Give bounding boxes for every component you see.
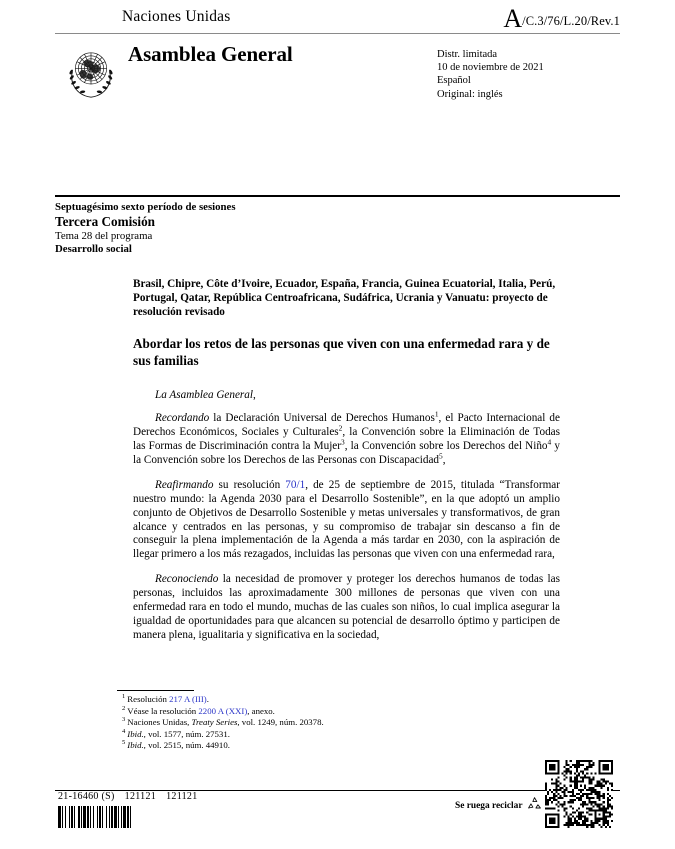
footnote-item: $^5$ Ibid., vol. 2515, núm. 44910. <box>122 739 230 751</box>
date-code-1: 121121 <box>124 791 157 802</box>
footnote-number: 3 <box>122 716 126 724</box>
distribution-original: Original: inglés <box>437 88 503 100</box>
preambular-paragraph-recordando: Recordando la Declaración Universal de Derechos Humanos$^1$, el Pacto Internacional de Derechos Económicos, Sociales y Culturales$^2$, la Convención sobre la Eliminación de Todas las Formas de Discriminación contra la Mujer$^3$, la Convención sobre los Derechos del Niño$^4$ y la Convención sobre los Derechos de las Personas con Discapacidad$^5$, <box>133 409 560 466</box>
footnote-item: $^4$ Ibid., vol. 1577, núm. 27531. <box>122 727 230 739</box>
distribution-type: Distr. limitada <box>437 49 498 60</box>
footnote-marker[interactable]: 5 <box>439 451 443 461</box>
document-symbol-prefix: A <box>503 4 523 33</box>
session-period: Septuagésimo sexto período de sesiones <box>55 201 236 213</box>
un-emblem <box>61 42 121 102</box>
agenda-item: Tema 28 del programa <box>55 229 153 242</box>
paragraph-lead-in: Reconociendo <box>155 573 219 586</box>
document-body <box>133 278 560 643</box>
agenda-topic: Desarrollo social <box>55 243 132 256</box>
assembly-lead <box>155 389 560 401</box>
footnote-number: 1 <box>122 693 126 701</box>
recycle-label: Se ruega reciclar <box>455 801 523 811</box>
masthead-top-row <box>55 4 620 33</box>
footnote-item: $^3$ Naciones Unidas, Treaty Series, vol. 1249, núm. 20378. <box>122 716 324 728</box>
footnote-number: 5 <box>122 739 126 747</box>
footnote-divider <box>117 690 194 691</box>
resolution-link[interactable]: 2200 A (XXI) <box>198 705 248 716</box>
job-number <box>58 791 198 802</box>
footnote-marker[interactable]: 2 <box>338 423 343 433</box>
resolution-title: Abordar los retos de las personas que viven con una enfermedad rara y de sus familias <box>133 336 550 368</box>
distribution-date: 10 de noviembre de 2021 <box>437 62 544 74</box>
document-symbol <box>503 6 620 32</box>
distribution-language: Español <box>437 75 471 87</box>
assembly-lead-tail: , <box>253 389 256 402</box>
masthead <box>55 4 620 33</box>
recycle-icon <box>526 796 543 816</box>
sponsors-list: Brasil, Chipre, Côte d’Ivoire, Ecuador, España, Francia, Guinea Ecuatorial, Italia, Perú, Portugal, Qatar, República Centroafricana, Sudáfrica, Ucrania y Vanuatu: proyecto de resolución revisado <box>133 278 556 318</box>
document-symbol-rest: /C.3/76/L.20/Rev.1 <box>522 14 620 28</box>
barcode <box>58 806 166 828</box>
footnote-marker[interactable]: 3 <box>341 437 345 447</box>
footnote-marker[interactable]: 1 <box>434 409 439 419</box>
footnote-marker[interactable]: 4 <box>547 437 552 447</box>
preambular-paragraphs <box>133 409 560 643</box>
footnote-number: 4 <box>122 727 126 735</box>
qr-code <box>545 760 613 828</box>
distribution-block <box>437 48 544 101</box>
preambular-paragraph-reafirmando: Reafirmando su resolución 70/1, de 25 de septiembre de 2015, titulada “Transformar nuestro mundo: la Agenda 2030 para el Desarrollo Sostenible”, en la que adoptó un amplio conjunto de Objetivos de Desarrollo Sostenible y metas universales y transformativos, de gran alcance y centrados en las personas, y su compromiso de trabajar sin descanso a fin de conseguir la plena implementación de la Agenda a más tardar en 2030, con la aspiración de llegar primero a los más rezagados, incluidas las personas que viven con una enfermedad rara, <box>133 478 560 561</box>
masthead-divider <box>55 33 620 34</box>
session-divider <box>55 195 620 197</box>
job-number-value: 21-16460 (S) <box>58 791 115 802</box>
resolution-link[interactable]: 70/1 <box>285 478 306 491</box>
italic-text: Ibid. <box>127 740 144 751</box>
organ-title: Asamblea General <box>128 42 293 66</box>
paragraph-lead-in: Recordando <box>155 412 210 425</box>
italic-text: Treaty Series <box>191 717 238 728</box>
footnote-item: $^2$ Véase la resolución 2200 A (XXI), anexo. <box>122 704 275 716</box>
recycle-notice <box>455 796 543 816</box>
paragraph-lead-in: Reafirmando <box>155 478 214 491</box>
assembly-lead-italic: La Asamblea General <box>155 389 253 402</box>
italic-text: Ibid. <box>127 728 144 739</box>
resolution-link[interactable]: 217 A (III) <box>169 694 207 704</box>
organization-name: Naciones Unidas <box>122 8 231 25</box>
preambular-paragraph-reconociendo: Reconociendo la necesidad de promover y proteger los derechos humanos de todas las personas, incluidos las aproximadamente 300 millones de personas que viven con una enfermedad rara en todo el mundo, muchas de las cuales son niños, lo cual implica asegurar la igualdad de oportunidades para que alcancen su potencial de desarrollo óptimo y participen de manera plena, igualitaria y significativa en la sociedad, <box>133 573 560 641</box>
session-committee: Tercera Comisión <box>55 214 155 230</box>
date-code-2: 121121 <box>166 791 198 802</box>
footnotes-list <box>122 694 562 752</box>
footnote-number: 2 <box>122 704 126 712</box>
session-block <box>55 201 455 257</box>
footnote-item: $^1$ Resolución 217 A (III). <box>122 693 209 704</box>
